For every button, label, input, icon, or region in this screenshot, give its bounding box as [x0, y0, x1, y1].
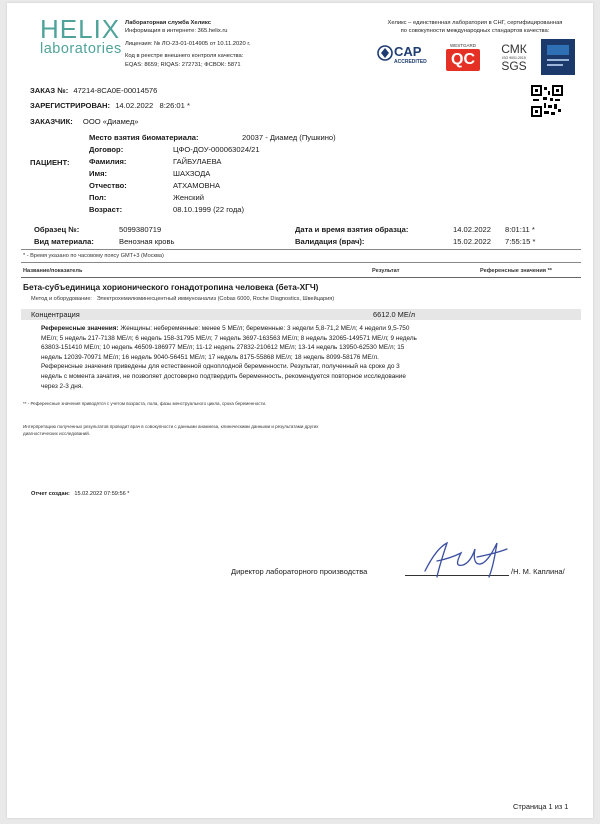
- certificate-flag-icon: [541, 39, 575, 75]
- material-label: Вид материала:: [34, 237, 94, 246]
- interpretation-note: [23, 423, 318, 437]
- lab-info-block: [125, 19, 250, 69]
- param-value: 6612.0 МЕ/л: [373, 310, 416, 319]
- customer-row: [30, 116, 139, 127]
- ref-line-4: недель 12039-70971 МЕ/л; 16 недель 9040-56451 МЕ/л; 17 недель 8175-55868 МЕ/л; 18 недель 8099-58176 МЕ/л.: [41, 353, 379, 361]
- ref-line-1: Женщины: небеременные: менее 5 МЕ/л; беременные: 3 недели 5,8-71,2 МЕ/л; 4 недели 9,5-750: [120, 325, 410, 332]
- report-created-value: 15.02.2022 07:59:56 *: [74, 491, 130, 497]
- contract-value: ЦФО-ДОУ-000063024/21: [173, 145, 260, 154]
- westgard-text: WESTGARD: [449, 43, 476, 48]
- surname-label: Фамилия:: [89, 157, 127, 166]
- age-label: Возраст:: [89, 205, 123, 214]
- patronymic-label: Отчество:: [89, 181, 127, 190]
- smk-text: СМК: [501, 42, 527, 56]
- report-created-label: Отчет создан:: [31, 491, 70, 497]
- ref-line-2: МЕ/л; 5 недель 217-7138 МЕ/л; 6 недель 158-31795 МЕ/л; 7 недель 3697-163563 МЕ/л; 8 недель 32065-149571 МЕ/л; 9 недель: [41, 334, 417, 342]
- col-header-reference: Референсные значения **: [480, 268, 552, 274]
- divider: [21, 249, 581, 250]
- sample-value: 5099380719: [119, 225, 162, 234]
- report-page: [7, 3, 593, 818]
- interpretation-line-1: Интерпретацию полученных результатов проводит врач в совокупности с данными анамнеза, клиническими данными и результатами других: [23, 424, 319, 429]
- param-name: Концентрация: [31, 310, 80, 319]
- ref-line-3: 63803-151410 МЕ/л; 10 недель 46509-186977 МЕ/л; 11-12 недель 27832-210612 МЕ/л; 13-14 недель 13950-62530 МЕ/л; 15: [41, 344, 405, 352]
- certification-note: [375, 19, 575, 35]
- sgs-iso-text: ISO 9001:2015: [502, 56, 526, 60]
- taken-date: 14.02.2022: [453, 225, 492, 234]
- sex-label: Пол:: [89, 193, 107, 202]
- page-number: Страница 1 из 1: [513, 802, 569, 811]
- name-label: Имя:: [89, 169, 108, 178]
- customer-label: ЗАКАЗЧИК:: [30, 117, 73, 126]
- col-header-result: Результат: [372, 268, 400, 274]
- test-title: Бета-субъединица хорионического гонадотропина человека (бета-ХГЧ): [23, 282, 319, 292]
- registered-label: ЗАРЕГИСТРИРОВАН:: [30, 101, 111, 110]
- helix-logo-subtitle: laboratories: [40, 41, 122, 57]
- note-line-2: недель с момента зачатия, не позволяет достоверно подтвердить беременность, рекомендуется повторное исследование: [41, 372, 406, 380]
- cert-note-line-1: Хеликс – единственная лаборатория в СНГ, сертифицированная: [387, 20, 563, 26]
- registered-value: 14.02.2022 8:26:01 *: [115, 101, 190, 110]
- patronymic-value: АТХАМОВНА: [173, 181, 221, 190]
- qr-code-icon: [531, 85, 563, 117]
- cap-text: CAP: [394, 44, 422, 59]
- order-number-row: [30, 85, 157, 96]
- age-value: 08.10.1999 (22 года): [173, 205, 245, 214]
- registered-row: [30, 100, 190, 111]
- sex-value: Женский: [173, 193, 204, 202]
- taken-label: Дата и время взятия образца:: [295, 225, 409, 234]
- place-label: Место взятия биоматериала:: [89, 133, 199, 142]
- method-row: [31, 296, 334, 302]
- divider: [21, 262, 581, 263]
- sgs-text: SGS: [501, 59, 527, 73]
- reference-values-block: [41, 324, 561, 391]
- qc-badge: QC: [446, 49, 480, 71]
- westgard-qc-logo: [443, 43, 483, 73]
- result-row: [21, 309, 581, 320]
- registry-line-2: EQAS: 8659; RIQAS: 272731; ФСВОК: 5871: [125, 61, 241, 68]
- sample-label: Образец №:: [34, 225, 80, 234]
- lab-license: Лицензия: № ЛО-23-01-014905 от 10.11.2020 г.: [125, 40, 251, 47]
- material-value: Венозная кровь: [119, 237, 175, 246]
- smk-sgs-logo: [495, 43, 533, 73]
- lab-name: Лабораторная служба Хеликс: [125, 20, 211, 26]
- note-line-3: через 2-3 дня.: [41, 382, 84, 390]
- patient-section-label: ПАЦИЕНТ:: [30, 158, 70, 167]
- validation-time: 7:55:15 *: [505, 237, 536, 246]
- cap-accredited-logo: [377, 43, 429, 71]
- registry-line-1: Код в реестре внешнего контроля качества:: [125, 53, 244, 60]
- contract-label: Договор:: [89, 145, 124, 154]
- name-value: ШАХЗОДА: [173, 169, 211, 178]
- order-number-label: ЗАКАЗ №:: [30, 86, 69, 95]
- lab-website: Информация в интернете: 365.helix.ru: [125, 28, 228, 35]
- timezone-note: * - Время указано по часовому поясу GMT+3 (Москва): [23, 253, 164, 259]
- note-line-1: Референсные значения приведены для естественной одноплодной беременности. Результат, полученный на сроке до 3: [41, 363, 400, 371]
- cap-sub-text: ACCREDITED: [394, 59, 427, 65]
- divider: [21, 277, 581, 278]
- surname-value: ГАЙБУЛАЕВА: [173, 157, 222, 166]
- validation-date: 15.02.2022: [453, 237, 492, 246]
- method-value: Электрохемилюминесцентный иммуноанализ (Cobas 6000, Roche Diagnostics, Швейцария): [96, 296, 335, 302]
- method-label: Метод и оборудование:: [31, 296, 92, 302]
- interpretation-line-2: диагностических исследований.: [23, 431, 90, 436]
- director-name: /Н. М. Каплина/: [511, 567, 565, 576]
- validation-label: Валидация (врач):: [295, 237, 365, 246]
- place-value: 20037 - Диамед (Пушкино): [242, 133, 336, 142]
- taken-time: 8:01:11 *: [505, 225, 535, 234]
- helix-logo: HELIX: [40, 14, 121, 44]
- order-number-value: 47214-8CA0E-00014576: [73, 86, 158, 95]
- ref-label: Референсные значения:: [41, 325, 119, 332]
- report-created-row: [31, 491, 129, 497]
- director-label: Директор лабораторного производства: [231, 567, 368, 576]
- reference-footnote: ** - Референсные значения приводятся с учетом возраста, пола, фазы менструального цикла, срока беременности.: [23, 401, 267, 406]
- col-header-name: Название/показатель: [23, 268, 83, 274]
- customer-value: ООО «Диамед»: [82, 117, 139, 126]
- signature-image: [417, 537, 513, 581]
- cert-note-line-2: по совокупности международных стандартов качества:: [400, 28, 550, 35]
